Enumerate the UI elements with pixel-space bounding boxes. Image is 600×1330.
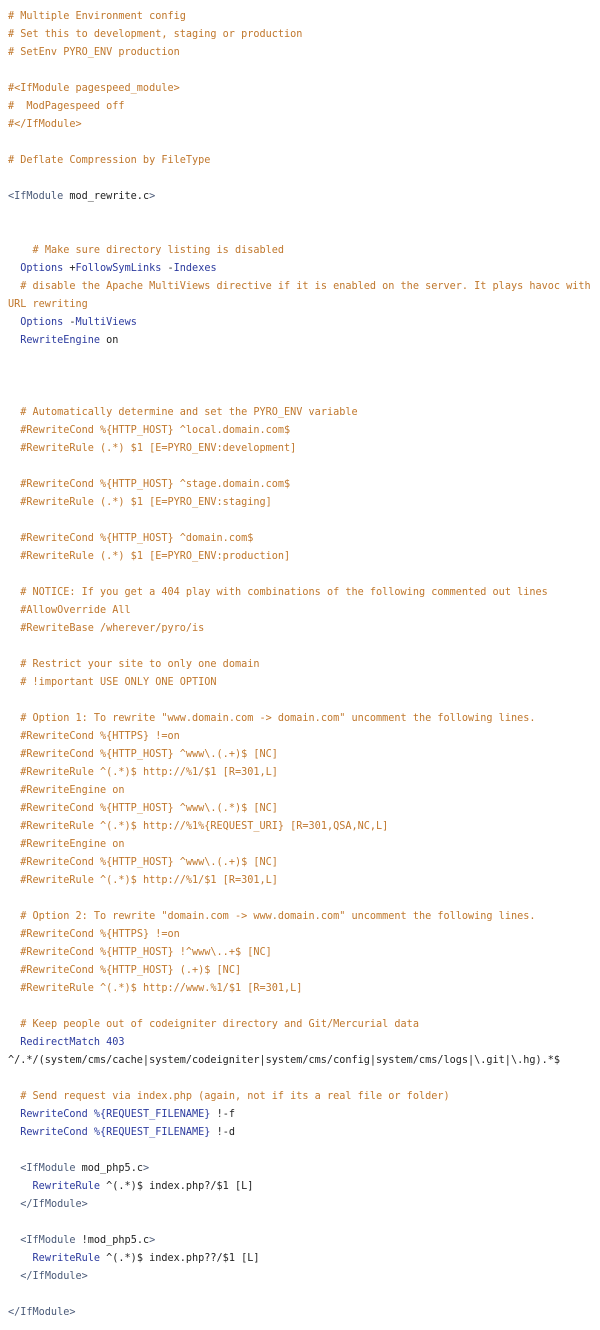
code-text — [8, 911, 20, 922]
code-line — [8, 1304, 592, 1322]
code-text: mod_php5.c — [81, 1163, 143, 1174]
code-text — [8, 1091, 20, 1102]
code-line — [8, 1016, 592, 1034]
code-line — [8, 1070, 592, 1088]
code-line — [8, 1178, 592, 1196]
code-line — [8, 728, 592, 746]
code-text: mod_rewrite.c — [69, 191, 150, 202]
code-text — [8, 245, 33, 256]
code-text — [8, 1235, 20, 1246]
code-text — [8, 533, 20, 544]
code-comment: #RewriteBase /wherever/pyro/is — [20, 623, 205, 634]
code-line — [8, 1088, 592, 1106]
code-comment: # !important USE ONLY ONE OPTION — [20, 677, 217, 688]
code-line — [8, 836, 592, 854]
code-directive: RewriteRule — [32, 1253, 101, 1264]
code-text — [8, 875, 20, 886]
code-text — [8, 713, 20, 724]
code-line — [8, 206, 592, 224]
code-comment: #RewriteRule (.*) $1 [E=PYRO_ENV:development] — [20, 443, 297, 454]
code-directive: Options — [20, 317, 64, 328]
code-text: on — [100, 335, 119, 346]
code-line — [8, 620, 592, 638]
code-comment: #RewriteCond %{HTTP_HOST} !^www\..+$ [NC] — [20, 947, 272, 958]
code-line — [8, 800, 592, 818]
code-text — [8, 317, 20, 328]
code-text — [8, 785, 20, 796]
code-line — [8, 1232, 592, 1250]
code-line — [8, 350, 592, 368]
code-text — [8, 929, 20, 940]
code-line — [8, 458, 592, 476]
code-comment: # disable the Apache MultiViews directive if it is enabled on the server. It plays havoc with — [20, 281, 591, 292]
code-directive: Options — [20, 263, 64, 274]
code-line — [8, 710, 592, 728]
code-text — [8, 425, 20, 436]
code-text — [8, 587, 20, 598]
code-line — [8, 332, 592, 350]
code-line — [8, 530, 592, 548]
code-line — [8, 584, 592, 602]
code-comment: # Deflate Compression by FileType — [8, 155, 211, 166]
code-text — [8, 281, 20, 292]
code-comment: # Restrict your site to only one domain — [20, 659, 260, 670]
code-line — [8, 980, 592, 998]
code-text — [8, 857, 20, 868]
code-line — [8, 908, 592, 926]
code-line — [8, 890, 592, 908]
code-comment: # Option 2: To rewrite "domain.com -> www.domain.com" uncomment the following lines. — [20, 911, 536, 922]
code-comment: # Multiple Environment config — [8, 11, 186, 22]
code-line — [8, 746, 592, 764]
code-line — [8, 998, 592, 1016]
code-text — [8, 1127, 20, 1138]
code-comment: #RewriteRule ^(.*)$ http://www.%1/$1 [R=301,L] — [20, 983, 303, 994]
code-text: ^(.*)$ index.php??/$1 [L] — [100, 1253, 260, 1264]
code-comment: #RewriteRule (.*) $1 [E=PYRO_ENV:production] — [20, 551, 291, 562]
code-line — [8, 260, 592, 278]
code-text — [8, 1037, 20, 1048]
code-comment: #<IfModule pagespeed_module> — [8, 83, 180, 94]
code-text: ^(.*)$ index.php?/$1 [L] — [100, 1181, 254, 1192]
code-text — [8, 1181, 33, 1192]
code-line — [8, 962, 592, 980]
code-text — [8, 479, 20, 490]
code-directive: RedirectMatch — [20, 1037, 101, 1048]
code-line — [8, 566, 592, 584]
code-comment: # SetEnv PYRO_ENV production — [8, 47, 180, 58]
code-text: - — [63, 317, 76, 328]
code-text: ^/.*/(system/cms/cache|system/codeigniter|system/cms/config|system/cms/logs|\.git|\.hg).*$ — [8, 1055, 561, 1066]
code-text — [8, 983, 20, 994]
code-comment: #RewriteCond %{HTTP_HOST} ^local.domain.com$ — [20, 425, 291, 436]
code-text — [8, 839, 20, 850]
code-directive: RewriteEngine — [20, 335, 101, 346]
code-line — [8, 638, 592, 656]
code-line — [8, 44, 592, 62]
code-comment: # Automatically determine and set the PYRO_ENV variable — [20, 407, 358, 418]
code-line — [8, 98, 592, 116]
code-line — [8, 1106, 592, 1124]
code-comment: #RewriteCond %{HTTP_HOST} ^www\.(.+)$ [NC] — [20, 857, 278, 868]
code-text — [8, 947, 20, 958]
code-line — [8, 8, 592, 26]
code-text: + — [63, 263, 76, 274]
code-directive: RewriteCond — [20, 1109, 88, 1120]
code-line — [8, 80, 592, 98]
code-line — [8, 242, 592, 260]
code-line — [8, 440, 592, 458]
code-comment: #</IfModule> — [8, 119, 82, 130]
code-comment: #RewriteEngine on — [20, 785, 125, 796]
code-line — [8, 170, 592, 188]
code-line — [8, 404, 592, 422]
code-text: !-f — [210, 1109, 235, 1120]
code-line — [8, 854, 592, 872]
code-line — [8, 386, 592, 404]
code-comment: # Keep people out of codeigniter directory and Git/Mercurial data — [20, 1019, 419, 1030]
code-tag: <IfModule — [20, 1235, 82, 1246]
code-text — [8, 263, 20, 274]
code-text: !mod_php5.c — [81, 1235, 150, 1246]
code-text — [8, 803, 20, 814]
code-comment: #AllowOverride All — [20, 605, 131, 616]
code-text — [8, 335, 20, 346]
code-comment: #RewriteCond %{HTTPS} !=on — [20, 731, 180, 742]
code-line — [8, 872, 592, 890]
code-line — [8, 494, 592, 512]
code-line — [8, 674, 592, 692]
code-flag: FollowSymLinks — [75, 263, 162, 274]
code-text: - — [161, 263, 174, 274]
code-comment: #RewriteRule ^(.*)$ http://%1/$1 [R=301,L] — [20, 767, 278, 778]
code-line — [8, 1052, 592, 1070]
code-comment: # NOTICE: If you get a 404 play with combinations of the following commented out lines — [20, 587, 548, 598]
code-line — [8, 1124, 592, 1142]
code-flag: MultiViews — [75, 317, 137, 328]
code-comment: #RewriteCond %{HTTP_HOST} ^www\.(.+)$ [NC] — [20, 749, 278, 760]
code-tag: </IfModule> — [20, 1199, 88, 1210]
code-line — [8, 764, 592, 782]
code-line — [8, 296, 592, 314]
code-line — [8, 656, 592, 674]
code-text — [8, 1199, 20, 1210]
code-line — [8, 26, 592, 44]
code-line — [8, 782, 592, 800]
code-number: 403 — [106, 1037, 125, 1048]
code-text — [8, 677, 20, 688]
code-line — [8, 1160, 592, 1178]
code-line — [8, 134, 592, 152]
code-line — [8, 422, 592, 440]
code-text — [8, 407, 20, 418]
code-tag: <IfModule — [20, 1163, 82, 1174]
code-text — [8, 965, 20, 976]
code-text — [8, 1163, 20, 1174]
code-tag: > — [142, 1163, 150, 1174]
code-line — [8, 1250, 592, 1268]
code-line — [8, 224, 592, 242]
code-line — [8, 1268, 592, 1286]
code-comment: # Make sure directory listing is disabled — [32, 245, 285, 256]
code-directive: RewriteCond — [20, 1127, 88, 1138]
code-comment: # Set this to development, staging or production — [8, 29, 303, 40]
code-text — [8, 1271, 20, 1282]
code-line — [8, 926, 592, 944]
code-text — [8, 749, 20, 760]
code-line — [8, 944, 592, 962]
code-comment: #RewriteCond %{HTTP_HOST} ^stage.domain.com$ — [20, 479, 291, 490]
code-line — [8, 1196, 592, 1214]
code-line — [8, 512, 592, 530]
code-document — [8, 8, 592, 1322]
code-comment: #RewriteRule ^(.*)$ http://%1%{REQUEST_URI} [R=301,QSA,NC,L] — [20, 821, 389, 832]
code-line — [8, 278, 592, 296]
code-text: !-d — [210, 1127, 235, 1138]
code-line — [8, 1214, 592, 1232]
code-line — [8, 152, 592, 170]
code-text — [8, 623, 20, 634]
code-comment: # Send request via index.php (again, not if its a real file or folder) — [20, 1091, 450, 1102]
code-comment: #RewriteRule (.*) $1 [E=PYRO_ENV:staging] — [20, 497, 272, 508]
code-line — [8, 1034, 592, 1052]
code-tag: </IfModule> — [20, 1271, 88, 1282]
code-line — [8, 314, 592, 332]
code-comment: #RewriteCond %{HTTPS} !=on — [20, 929, 180, 940]
code-variable: %{REQUEST_FILENAME} — [93, 1109, 211, 1120]
code-line — [8, 1142, 592, 1160]
code-comment: URL rewriting — [8, 299, 88, 310]
code-tag: <IfModule — [8, 191, 70, 202]
code-comment: # Option 1: To rewrite "www.domain.com -> domain.com" uncomment the following lines. — [20, 713, 536, 724]
code-comment: #RewriteCond %{HTTP_HOST} ^www\.(.*)$ [NC] — [20, 803, 278, 814]
code-line — [8, 62, 592, 80]
code-tag: > — [149, 191, 156, 202]
code-text — [8, 1109, 20, 1120]
code-text — [8, 551, 20, 562]
code-text — [8, 605, 20, 616]
code-line — [8, 692, 592, 710]
code-text — [8, 1019, 20, 1030]
code-text — [8, 767, 20, 778]
code-text — [8, 497, 20, 508]
code-text — [8, 821, 20, 832]
code-line — [8, 1286, 592, 1304]
code-line — [8, 602, 592, 620]
code-line — [8, 116, 592, 134]
code-tag: > — [149, 1235, 156, 1246]
code-comment: #RewriteCond %{HTTP_HOST} ^domain.com$ — [20, 533, 254, 544]
code-line — [8, 188, 592, 206]
code-text — [8, 443, 20, 454]
code-line — [8, 476, 592, 494]
code-comment: #RewriteCond %{HTTP_HOST} (.+)$ [NC] — [20, 965, 242, 976]
code-tag: </IfModule> — [8, 1307, 76, 1318]
code-line — [8, 818, 592, 836]
code-flag: Indexes — [173, 263, 217, 274]
code-text — [8, 659, 20, 670]
code-comment: #RewriteRule ^(.*)$ http://%1/$1 [R=301,L] — [20, 875, 278, 886]
code-variable: %{REQUEST_FILENAME} — [93, 1127, 211, 1138]
code-text — [8, 731, 20, 742]
code-line — [8, 548, 592, 566]
code-directive: RewriteRule — [32, 1181, 101, 1192]
code-comment: #RewriteEngine on — [20, 839, 125, 850]
code-text — [8, 1253, 33, 1264]
code-line — [8, 368, 592, 386]
code-comment: # ModPagespeed off — [8, 101, 125, 112]
